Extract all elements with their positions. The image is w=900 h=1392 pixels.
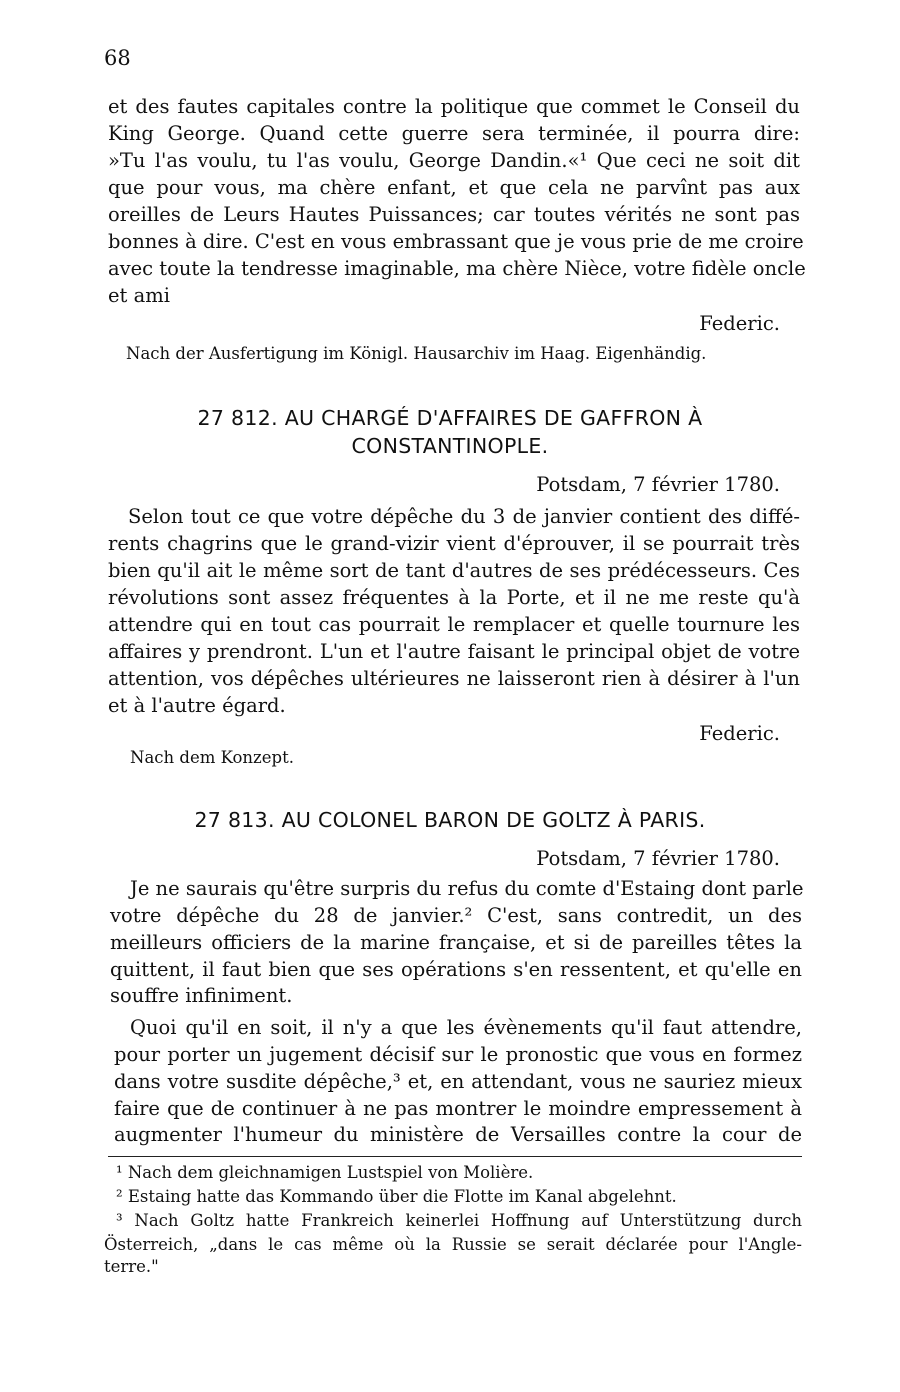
text-line: et à l'autre égard.	[108, 694, 286, 717]
text-line: dans votre susdite dépêche,³ et, en attendant, vous ne sauriez mieux	[114, 1070, 802, 1093]
text-line: oreilles de Leurs Hautes Puissances; car toutes vérités ne sont pas	[108, 203, 800, 226]
text-line: souffre infiniment.	[110, 984, 293, 1007]
text-line: Je ne saurais qu'être surpris du refus du comte d'Estaing dont parle	[130, 877, 804, 900]
text-line: faire que de continuer à ne pas montrer le moindre empressement à	[114, 1097, 802, 1120]
text-line: et des fautes capitales contre la politique que commet le Conseil du	[108, 95, 800, 118]
text-line: bien qu'il ait le même sort de tant d'autres de ses prédécesseurs. Ces	[108, 559, 800, 582]
page-number: 68	[104, 46, 131, 70]
text-line: rents chagrins que le grand-vizir vient d'éprouver, il se pourrait très	[108, 532, 800, 555]
footnote: ² Estaing hatte das Kommando über die Flotte im Kanal abgelehnt.	[116, 1187, 677, 1206]
letter-heading: 27 812. AU CHARGÉ D'AFFAIRES DE GAFFRON À	[197, 406, 703, 430]
text-line: meilleurs officiers de la marine française, et si de pareilles têtes la	[110, 931, 802, 954]
text-line: attention, vos dépêches ultérieures ne laisseront rien à désirer à l'un	[108, 667, 800, 690]
text-line: attendre qui en tout cas pourrait le remplacer et quelle tournure les	[108, 613, 800, 636]
text-line: affaires y prendront. L'un et l'autre faisant le principal objet de votre	[108, 640, 800, 663]
text-line: augmenter l'humeur du ministère de Versailles contre la cour de	[114, 1123, 802, 1146]
text-line: avec toute la tendresse imaginable, ma chère Nièce, votre fidèle oncle	[108, 257, 806, 280]
source-note: Nach dem Konzept.	[130, 748, 294, 767]
text-line: pour porter un jugement décisif sur le pronostic que vous en formez	[114, 1043, 802, 1066]
letter-heading: 27 813. AU COLONEL BARON DE GOLTZ À PARIS.	[194, 808, 706, 832]
letter-heading-continued: CONSTANTINOPLE.	[351, 434, 549, 458]
text-line: King George. Quand cette guerre sera terminée, il pourra dire:	[108, 122, 800, 145]
dateline: Potsdam, 7 février 1780.	[536, 473, 780, 496]
text-line: révolutions sont assez fréquentes à la Porte, et il ne me reste qu'à	[108, 586, 800, 609]
text-line: que pour vous, ma chère enfant, et que cela ne parvînt pas aux	[108, 176, 800, 199]
footnote-divider	[108, 1156, 802, 1157]
text-line: et ami	[108, 284, 170, 307]
text-line: bonnes à dire. C'est en vous embrassant que je vous prie de me croire	[108, 230, 804, 253]
dateline: Potsdam, 7 février 1780.	[536, 847, 780, 870]
text-line: votre dépêche du 28 de janvier.² C'est, sans contredit, un des	[110, 904, 802, 927]
text-line: Selon tout ce que votre dépêche du 3 de janvier contient des diffé-	[128, 505, 800, 528]
text-line: »Tu l'as voulu, tu l'as voulu, George Dandin.«¹ Que ceci ne soit dit	[108, 149, 800, 172]
footnote: ³ Nach Goltz hatte Frankreich keinerlei Hoffnung auf Unterstützung durch	[116, 1211, 802, 1230]
signature: Federic.	[699, 312, 780, 335]
text-line: quittent, il faut bien que ses opérations s'en ressentent, et qu'elle en	[110, 958, 802, 981]
footnote: ¹ Nach dem gleichnamigen Lustspiel von Molière.	[116, 1163, 534, 1182]
source-note: Nach der Ausfertigung im Königl. Hausarchiv im Haag. Eigenhändig.	[126, 344, 707, 363]
footnote-continued: terre."	[104, 1257, 159, 1276]
signature: Federic.	[699, 722, 780, 745]
footnote-continued: Österreich, „dans le cas même où la Russie se serait déclarée pour l'Angle-	[104, 1235, 802, 1254]
text-line: Quoi qu'il en soit, il n'y a que les évènements qu'il faut attendre,	[130, 1016, 802, 1039]
